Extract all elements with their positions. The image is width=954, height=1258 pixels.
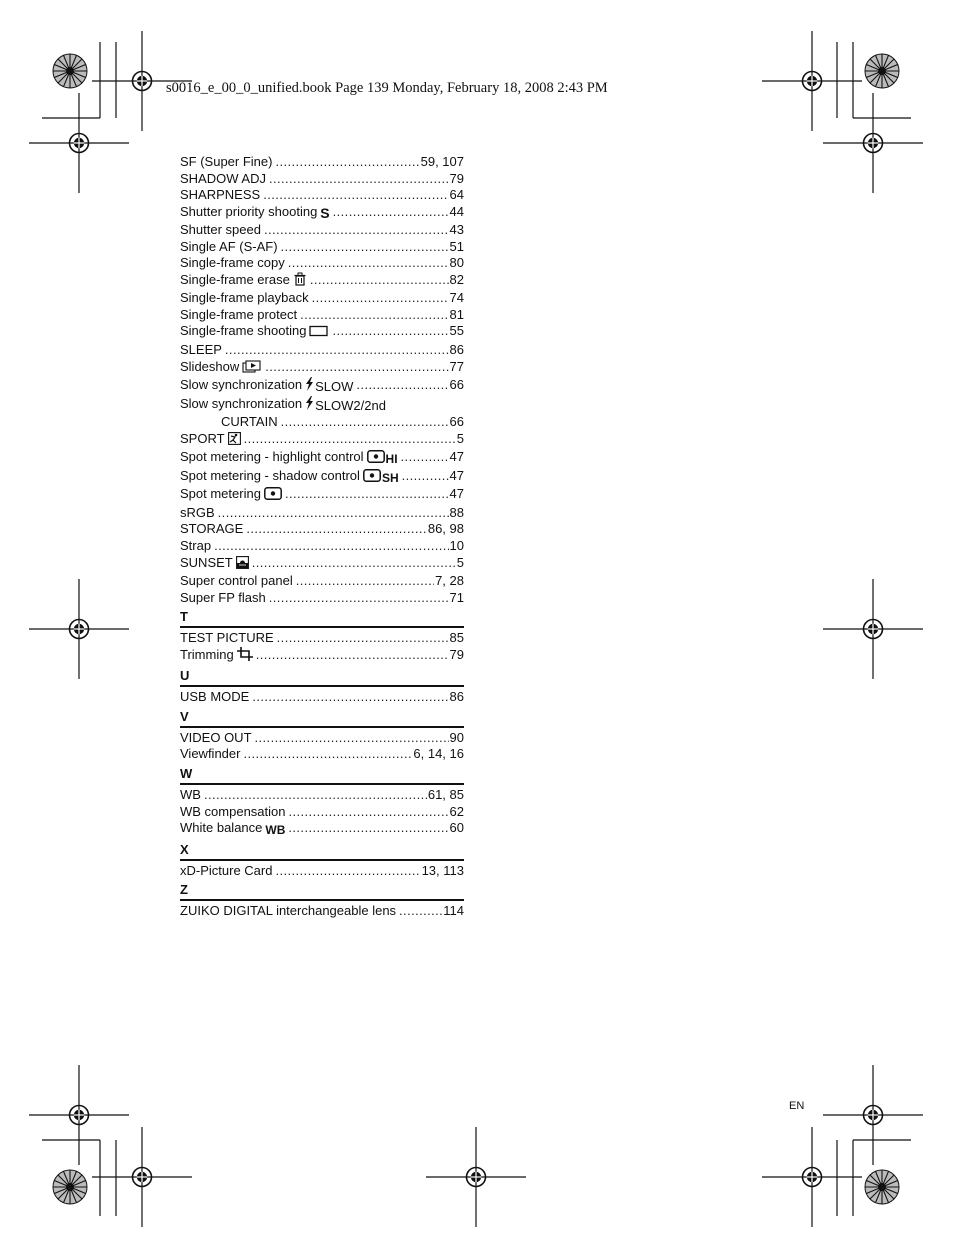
entry-name: Trimming	[180, 647, 253, 666]
registration-mark-bottom-right	[762, 1127, 862, 1227]
entry-name: Single-frame protect	[180, 306, 298, 322]
index-entry-continuation	[180, 414, 464, 431]
entry-name: ZUIKO DIGITAL interchangeable lens	[180, 903, 397, 919]
dot-leader	[356, 377, 448, 394]
dot-leader	[289, 804, 449, 821]
dot-leader	[288, 255, 449, 272]
index-entry	[180, 396, 464, 415]
entry-name: Spot metering - shadow control SH	[180, 467, 399, 485]
registration-mark-right-middle	[823, 579, 923, 679]
section-letter: Z	[180, 880, 464, 901]
entry-name: Single-frame copy	[180, 255, 285, 271]
entry-name: Super FP flash	[180, 589, 266, 605]
index-entry	[180, 903, 464, 920]
entry-name: Spot metering	[180, 486, 282, 505]
dot-leader	[265, 359, 448, 376]
entry-pages: 47	[449, 449, 464, 465]
entry-pages: 86	[449, 342, 464, 358]
index-entry	[180, 323, 464, 342]
entry-pages: 66	[449, 377, 464, 393]
icon-label: HI	[385, 452, 398, 467]
entry-pages: 64	[449, 187, 464, 203]
entry-pages: 88	[449, 504, 464, 520]
registration-mark-bottom-left	[92, 1127, 192, 1227]
dot-leader	[312, 290, 449, 307]
dot-leader	[252, 555, 456, 572]
registration-mark-top-right	[762, 31, 862, 131]
entry-pages: 60	[449, 820, 464, 836]
spot-metering-icon	[363, 469, 399, 487]
dot-leader	[332, 323, 448, 340]
dot-leader	[300, 307, 448, 324]
color-star-target-top-right	[865, 54, 899, 88]
entry-name: WB compensation	[180, 803, 286, 819]
trash-erase-icon	[293, 272, 307, 291]
flash-icon	[305, 396, 386, 415]
entry-pages: 43	[449, 222, 464, 238]
registration-mark-right-lower	[823, 1065, 923, 1165]
book-slug-header: s0016_e_00_0_unified.book Page 139 Monday, February 18, 2008 2:43 PM	[166, 80, 608, 96]
entry-pages: 74	[449, 290, 464, 306]
index-entry	[180, 187, 464, 204]
dot-leader	[246, 521, 427, 538]
index-entry	[180, 689, 464, 706]
registration-mark-right-upper	[823, 93, 923, 193]
entry-pages: 114	[443, 903, 464, 919]
index-entry	[180, 486, 464, 505]
dot-leader	[243, 746, 412, 763]
entry-name: WB	[180, 786, 201, 802]
registration-mark-left-upper	[29, 93, 129, 193]
sport-scene-icon	[228, 432, 241, 450]
index-entry	[180, 746, 464, 763]
dot-leader	[285, 486, 449, 503]
index-entry	[180, 820, 464, 839]
registration-mark-bottom-center	[426, 1127, 526, 1227]
index-entry	[180, 647, 464, 666]
index-entry	[180, 307, 464, 324]
entry-pages: 51	[449, 238, 464, 254]
single-frame-icon	[309, 325, 329, 342]
index-entry	[180, 154, 464, 171]
icon-label: WB	[265, 823, 286, 838]
dot-leader	[256, 647, 449, 664]
index-entry	[180, 863, 464, 880]
entry-name: SHADOW ADJ	[180, 170, 266, 186]
color-star-target-bottom-right	[865, 1170, 899, 1204]
dot-leader	[275, 154, 419, 171]
entry-name: SF (Super Fine)	[180, 154, 273, 169]
index-entry	[180, 590, 464, 607]
entry-name-continuation: CURTAIN	[221, 414, 278, 430]
entry-pages: 77	[449, 358, 464, 374]
dot-leader	[281, 414, 449, 431]
trimming-icon	[237, 647, 253, 666]
index-entry	[180, 538, 464, 555]
registration-mark-left-lower	[29, 1065, 129, 1165]
icon-label: SH	[381, 470, 399, 485]
index-entry	[180, 787, 464, 804]
entry-pages: 5	[456, 554, 464, 570]
entry-name: xD-Picture Card	[180, 862, 273, 878]
entry-pages: 85	[449, 630, 464, 646]
entry-name: STORAGE	[180, 521, 244, 537]
shutter-priority-s-icon	[320, 205, 329, 223]
entry-name: Slideshow	[180, 359, 262, 378]
index-entry	[180, 573, 464, 590]
entry-name: Spot metering - highlight control HI	[180, 449, 398, 467]
index-entry	[180, 272, 464, 291]
entry-name: Single AF (S-AF)	[180, 238, 278, 254]
dot-leader	[310, 272, 449, 289]
entry-pages: 59, 107	[420, 154, 464, 169]
entry-pages: 79	[449, 170, 464, 186]
dot-leader	[275, 863, 420, 880]
index-entry	[180, 431, 464, 450]
sunset-scene-icon	[236, 556, 249, 574]
entry-name: White balance WB	[180, 820, 286, 838]
dot-leader	[288, 820, 448, 837]
dot-leader	[399, 903, 442, 920]
dot-leader	[204, 787, 427, 804]
entry-name: SUNSET	[180, 555, 249, 574]
icon-label: S	[320, 204, 330, 221]
entry-name: Single-frame shooting	[180, 323, 329, 342]
index-entry	[180, 377, 464, 396]
index-entry	[180, 449, 464, 468]
section-letter: W	[180, 764, 464, 785]
entry-pages: 47	[449, 486, 464, 502]
entry-pages: 5	[456, 430, 464, 446]
index-entry	[180, 255, 464, 272]
spot-metering-icon	[264, 487, 282, 505]
entry-pages: 62	[449, 803, 464, 819]
entry-name: Slow synchronization SLOW	[180, 377, 354, 395]
dot-leader	[281, 239, 449, 256]
icon-label: SLOW	[315, 379, 354, 395]
index-entry	[180, 171, 464, 188]
entry-pages: 55	[449, 323, 464, 339]
entry-pages: 6, 14, 16	[413, 746, 464, 762]
entry-name: Shutter priority shooting S	[180, 203, 330, 221]
dot-leader	[401, 449, 449, 466]
index-entry	[180, 342, 464, 359]
dot-leader	[333, 204, 449, 221]
entry-name: SHARPNESS	[180, 187, 261, 203]
dot-leader	[263, 187, 448, 204]
dot-leader	[225, 342, 449, 359]
entry-pages: 47	[449, 467, 464, 483]
entry-pages: 66	[449, 414, 464, 430]
index-entry	[180, 730, 464, 747]
entry-pages: 82	[449, 271, 464, 287]
white-balance-icon	[265, 822, 285, 839]
index-entry	[180, 290, 464, 307]
dot-leader	[269, 590, 449, 607]
index-entry	[180, 505, 464, 522]
dot-leader	[214, 538, 448, 555]
section-letter: T	[180, 607, 464, 628]
dot-leader	[244, 431, 456, 448]
entry-name: Super control panel	[180, 573, 293, 589]
dot-leader	[277, 630, 449, 647]
dot-leader	[252, 689, 448, 706]
entry-pages: 86	[449, 689, 464, 705]
entry-pages: 13, 113	[421, 862, 464, 878]
entry-pages: 79	[449, 646, 464, 662]
entry-name: Shutter speed	[180, 222, 261, 238]
entry-pages: 81	[449, 306, 464, 322]
entry-name: VIDEO OUT	[180, 729, 252, 745]
entry-pages: 90	[449, 729, 464, 745]
index-entry	[180, 521, 464, 538]
entry-pages: 44	[449, 203, 464, 219]
index-entry	[180, 204, 464, 223]
dot-leader	[402, 468, 449, 485]
entry-pages: 86, 98	[427, 521, 464, 537]
color-star-target-bottom-left	[53, 1170, 87, 1204]
entry-name: Slow synchronization SLOW2/2nd	[180, 395, 386, 413]
entry-name: Viewfinder	[180, 746, 241, 762]
index-entry	[180, 359, 464, 378]
entry-name: SLEEP	[180, 342, 222, 358]
entry-pages: 80	[449, 255, 464, 271]
dot-leader	[264, 222, 449, 239]
slideshow-icon	[242, 360, 262, 378]
entry-pages: 10	[449, 538, 464, 554]
flash-icon	[305, 377, 353, 396]
entry-name: Single-frame erase	[180, 272, 307, 291]
entry-name: USB MODE	[180, 689, 250, 705]
spot-metering-icon	[367, 450, 398, 468]
dot-leader	[296, 573, 434, 590]
entry-pages: 71	[449, 589, 464, 605]
index-entry	[180, 555, 464, 574]
color-star-target-top-left	[53, 54, 87, 88]
index-entry	[180, 468, 464, 487]
index-columns	[180, 154, 464, 920]
registration-mark-left-middle	[29, 579, 129, 679]
section-letter: V	[180, 707, 464, 728]
dot-leader	[218, 505, 449, 522]
dot-leader	[255, 730, 449, 747]
index-entry	[180, 239, 464, 256]
section-letter: U	[180, 666, 464, 687]
entry-pages: 7, 28	[435, 573, 464, 589]
language-tag: EN	[789, 1100, 805, 1112]
section-letter: X	[180, 840, 464, 861]
entry-name: Strap	[180, 538, 212, 554]
icon-label: SLOW2/2nd	[315, 397, 386, 413]
index-entry	[180, 804, 464, 821]
dot-leader	[269, 171, 449, 188]
index-entry	[180, 222, 464, 239]
entry-name: sRGB	[180, 504, 215, 520]
entry-name: TEST PICTURE	[180, 630, 274, 646]
entry-name: Single-frame playback	[180, 290, 309, 306]
index-entry	[180, 630, 464, 647]
entry-pages: 61, 85	[427, 786, 464, 802]
entry-name: SPORT	[180, 431, 241, 450]
